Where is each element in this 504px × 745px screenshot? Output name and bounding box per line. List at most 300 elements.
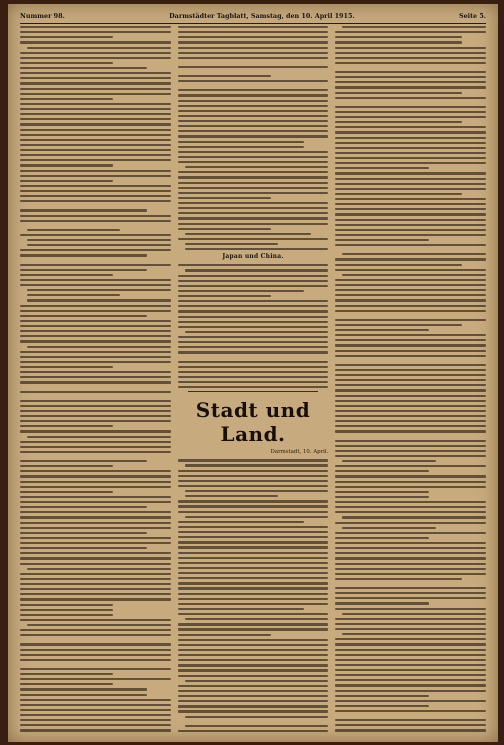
text-line: [335, 157, 486, 159]
text-line: [20, 729, 171, 731]
text-line: [335, 700, 486, 702]
text-line: [20, 36, 113, 38]
text-line: [20, 415, 171, 417]
text-line: [335, 379, 486, 381]
text-line: [335, 294, 486, 296]
text-line: [20, 57, 171, 59]
text-line: [20, 719, 171, 721]
text-line: [335, 440, 486, 442]
text-line: [178, 505, 329, 507]
text-line: [20, 139, 171, 141]
text-line: [335, 705, 428, 707]
text-line: [178, 366, 329, 368]
text-line: [20, 164, 113, 166]
text-line: [20, 310, 171, 312]
text-line: [178, 730, 329, 732]
text-line: [178, 94, 329, 96]
text-line: [335, 111, 486, 113]
text-line: [335, 522, 486, 524]
text-line: [20, 200, 171, 202]
text-line: [335, 486, 486, 488]
text-line: [335, 374, 486, 376]
text-line: [178, 557, 329, 559]
text-line: [20, 614, 113, 616]
text-line: [20, 209, 147, 211]
text-line: [335, 167, 428, 169]
text-line: [335, 193, 462, 195]
text-line: [20, 673, 113, 675]
text-line: [342, 633, 486, 635]
text-line: [20, 465, 113, 467]
text-line: [20, 552, 171, 554]
text-line: [335, 415, 486, 417]
text-line: [335, 710, 486, 712]
text-line: [20, 511, 171, 513]
text-line: [178, 552, 329, 554]
text-line: [178, 577, 329, 579]
text-line: [178, 562, 329, 564]
text-line: [178, 628, 329, 630]
text-line: [335, 355, 486, 357]
text-line: [178, 531, 329, 533]
text-line: [27, 289, 171, 291]
text-line: [20, 470, 171, 472]
text-line: [335, 592, 486, 594]
text-line: [20, 325, 171, 327]
text-line: [178, 685, 329, 687]
text-line: [20, 123, 171, 125]
text-line: [20, 451, 171, 453]
text-line: [20, 578, 171, 580]
text-line: [178, 135, 329, 137]
text-line: [27, 47, 171, 49]
text-line: [178, 207, 329, 209]
text-line: [20, 31, 171, 33]
text-line: [178, 623, 329, 625]
text-line: [178, 521, 305, 523]
text-line: [20, 441, 171, 443]
text-line: [342, 516, 486, 518]
page-number: Seite 5.: [458, 12, 486, 20]
text-line: [178, 47, 329, 49]
text-line: [20, 185, 171, 187]
text-line: [335, 183, 486, 185]
text-line: [178, 582, 329, 584]
text-line: [178, 41, 329, 43]
paragraph-gap: [335, 436, 486, 440]
text-line: [20, 704, 171, 706]
text-line: [335, 724, 486, 726]
text-line: [20, 305, 171, 307]
text-line: [335, 81, 486, 83]
text-line: [335, 350, 486, 352]
text-line: [335, 481, 486, 483]
text-line: [335, 511, 486, 513]
text-line: [178, 536, 329, 538]
column-2-text-mid: [178, 264, 329, 388]
text-line: [178, 161, 329, 163]
text-line: [185, 166, 329, 168]
text-line: [178, 675, 329, 677]
text-line: [20, 486, 171, 488]
columns: [20, 26, 486, 732]
text-line: [335, 597, 486, 599]
text-line: [178, 275, 329, 277]
text-line: [178, 598, 329, 600]
text-line: [178, 526, 329, 528]
text-line: [178, 52, 329, 54]
text-line: [185, 680, 329, 682]
text-line: [20, 709, 171, 711]
column-2-text-top: [178, 26, 329, 250]
text-line: [20, 547, 147, 549]
text-line: [335, 229, 486, 231]
text-line: [335, 208, 486, 210]
text-line: [20, 460, 147, 462]
text-line: [20, 527, 171, 529]
text-line: [20, 26, 171, 28]
text-line: [335, 430, 486, 432]
text-line: [20, 93, 171, 95]
paragraph-gap: [20, 387, 171, 391]
text-line: [20, 351, 171, 353]
text-line: [335, 97, 486, 99]
text-line: [20, 98, 113, 100]
text-line: [20, 563, 171, 565]
text-line: [20, 249, 171, 251]
text-line: [335, 264, 462, 266]
text-line: [342, 613, 486, 615]
text-line: [20, 234, 171, 236]
text-line: [20, 420, 171, 422]
text-line: [185, 243, 278, 245]
text-line: [185, 464, 329, 466]
text-line: [335, 178, 486, 180]
text-line: [178, 459, 329, 461]
text-line: [335, 198, 486, 200]
text-line: [178, 659, 329, 661]
text-line: [178, 182, 329, 184]
text-line: [335, 219, 486, 221]
text-line: [178, 100, 329, 102]
text-line: [342, 26, 486, 28]
text-line: [20, 175, 171, 177]
text-line: [178, 130, 329, 132]
text-line: [20, 683, 113, 685]
text-line: [335, 420, 486, 422]
text-line: [335, 142, 486, 144]
text-line: [178, 187, 329, 189]
text-line: [178, 75, 271, 77]
text-line: [178, 197, 271, 199]
text-line: [20, 604, 113, 606]
text-line: [335, 643, 486, 645]
text-line: [178, 511, 329, 513]
text-line: [178, 305, 329, 307]
text-line: [335, 126, 486, 128]
text-line: [20, 522, 171, 524]
text-line: [178, 310, 329, 312]
text-line: [20, 588, 171, 590]
text-line: [178, 285, 329, 287]
text-line: [178, 316, 329, 318]
text-line: [335, 684, 486, 686]
text-line: [335, 57, 486, 59]
text-line: [335, 465, 486, 467]
text-line: [335, 234, 486, 236]
text-line: [20, 446, 171, 448]
text-line: [178, 500, 329, 502]
text-line: [27, 294, 120, 296]
text-line: [335, 269, 486, 271]
text-line: [335, 147, 486, 149]
text-line: [20, 279, 171, 281]
text-line: [20, 103, 171, 105]
text-line: [335, 501, 486, 503]
masthead-date: Darmstädter Tagblatt, Samstag, den 10. April 1915.: [169, 12, 355, 20]
text-line: [178, 212, 329, 214]
text-line: [178, 664, 329, 666]
text-line: [335, 364, 486, 366]
text-line: [342, 274, 486, 276]
column-1-text: [20, 26, 171, 732]
text-line: [185, 331, 329, 333]
text-line: [185, 716, 329, 718]
text-line: [335, 319, 486, 321]
section-heading: Stadt und Land.: [195, 398, 311, 447]
text-line: [335, 410, 486, 412]
text-line: [20, 516, 171, 518]
text-line: [335, 224, 486, 226]
text-line: [178, 346, 329, 348]
text-line: [20, 619, 171, 621]
text-line: [20, 634, 171, 636]
text-line: [20, 67, 147, 69]
text-line: [178, 295, 271, 297]
text-line: [335, 638, 486, 640]
text-line: [335, 445, 486, 447]
text-line: [20, 144, 171, 146]
text-line: [335, 628, 486, 630]
text-line: [20, 425, 113, 427]
text-line: [178, 695, 329, 697]
text-line: [178, 587, 329, 589]
text-line: [20, 598, 171, 600]
text-line: [335, 587, 486, 589]
text-line: [335, 106, 486, 108]
text-line: [20, 366, 113, 368]
text-line: [335, 664, 486, 666]
text-line: [20, 643, 171, 645]
text-line: [335, 258, 486, 260]
text-line: [335, 137, 486, 139]
text-line: [20, 699, 171, 701]
text-line: [20, 269, 147, 271]
text-line: [335, 623, 486, 625]
text-line: [335, 400, 486, 402]
column-3: [335, 26, 486, 732]
text-line: [335, 52, 486, 54]
text-line: [20, 481, 171, 483]
text-line: [335, 568, 486, 570]
text-line: [178, 710, 329, 712]
text-line: [335, 608, 486, 610]
text-line: [335, 618, 486, 620]
text-line: [178, 376, 329, 378]
text-line: [335, 496, 428, 498]
text-line: [178, 669, 329, 671]
article-heading: Japan und China.: [222, 253, 284, 261]
text-line: [20, 659, 171, 661]
text-line: [178, 66, 329, 68]
text-line: [335, 602, 428, 604]
text-line: [342, 253, 486, 255]
text-line: [178, 639, 329, 641]
text-line: [20, 405, 171, 407]
text-line: [335, 71, 486, 73]
text-line: [335, 41, 462, 43]
text-line: [178, 176, 329, 178]
section-rule: [188, 391, 319, 392]
paragraph-gap: [178, 357, 329, 361]
text-line: [178, 31, 329, 33]
text-line: [335, 284, 486, 286]
text-line: [178, 475, 329, 477]
text-line: [20, 609, 113, 611]
text-line: [335, 86, 486, 88]
text-line: [178, 120, 329, 122]
text-line: [20, 129, 171, 131]
text-line: [185, 233, 312, 235]
text-line: [20, 154, 171, 156]
text-line: [178, 644, 329, 646]
text-line: [335, 131, 486, 133]
text-line: [185, 495, 278, 497]
text-line: [335, 475, 486, 477]
text-line: [27, 239, 171, 241]
text-line: [335, 547, 486, 549]
text-line: [335, 542, 486, 544]
text-line: [335, 578, 462, 580]
text-line: [335, 344, 486, 346]
text-line: [178, 171, 329, 173]
text-line: [20, 315, 147, 317]
text-line: [20, 134, 171, 136]
text-line: [335, 690, 486, 692]
text-line: [335, 659, 486, 661]
text-line: [335, 279, 486, 281]
text-line: [20, 77, 171, 79]
text-line: [335, 47, 486, 49]
text-line: [178, 336, 329, 338]
text-line: [335, 537, 428, 539]
text-line: [178, 546, 329, 548]
text-line: [335, 162, 486, 164]
text-line: [178, 110, 329, 112]
text-line: [335, 203, 486, 205]
text-line: [20, 475, 171, 477]
text-line: [20, 593, 171, 595]
text-line: [335, 389, 486, 391]
text-line: [335, 31, 486, 33]
text-line: [335, 76, 486, 78]
text-line: [20, 496, 171, 498]
text-line: [335, 729, 486, 731]
text-line: [335, 470, 428, 472]
text-line: [20, 381, 171, 383]
text-line: [178, 634, 271, 636]
text-line: [178, 290, 305, 292]
text-line: [335, 669, 486, 671]
text-line: [335, 395, 486, 397]
text-line: [335, 679, 486, 681]
text-line: [20, 52, 171, 54]
text-line: [20, 170, 171, 172]
text-line: [20, 532, 147, 534]
text-line: [335, 405, 486, 407]
newspaper-page: [8, 4, 498, 742]
text-line: [335, 310, 486, 312]
text-line: [20, 340, 171, 342]
text-line: [342, 527, 435, 529]
text-line: [20, 254, 147, 256]
text-line: [20, 557, 171, 559]
text-line: [178, 381, 329, 383]
text-line: [335, 573, 486, 575]
text-line: [20, 264, 171, 266]
text-line: [335, 213, 486, 215]
text-line: [20, 108, 171, 110]
text-line: [335, 62, 486, 64]
text-line: [178, 613, 329, 615]
text-line: [178, 125, 329, 127]
text-line: [335, 563, 486, 565]
text-line: [335, 506, 486, 508]
text-line: [335, 369, 486, 371]
text-line: [335, 289, 486, 291]
text-line: [20, 190, 171, 192]
text-line: [178, 480, 329, 482]
text-line: [20, 668, 171, 670]
text-line: [342, 460, 435, 462]
text-line: [185, 725, 329, 727]
text-line: [335, 339, 486, 341]
text-line: [178, 700, 329, 702]
text-line: [178, 649, 329, 651]
text-line: [178, 202, 329, 204]
text-line: [178, 593, 329, 595]
text-line: [335, 674, 486, 676]
text-line: [27, 568, 171, 570]
text-line: [335, 324, 462, 326]
text-line: [27, 229, 120, 231]
text-line: [20, 629, 171, 631]
column-1: [20, 26, 171, 732]
text-line: [178, 386, 329, 388]
text-line: [178, 705, 329, 707]
column-2: [178, 26, 329, 732]
text-line: [335, 455, 486, 457]
text-line: [335, 116, 486, 118]
text-line: [178, 141, 305, 143]
text-line: [335, 384, 486, 386]
text-line: [20, 274, 113, 276]
text-line: [185, 248, 329, 250]
text-line: [335, 695, 428, 697]
text-line: [335, 36, 462, 38]
text-line: [20, 678, 171, 680]
text-line: [178, 115, 329, 117]
